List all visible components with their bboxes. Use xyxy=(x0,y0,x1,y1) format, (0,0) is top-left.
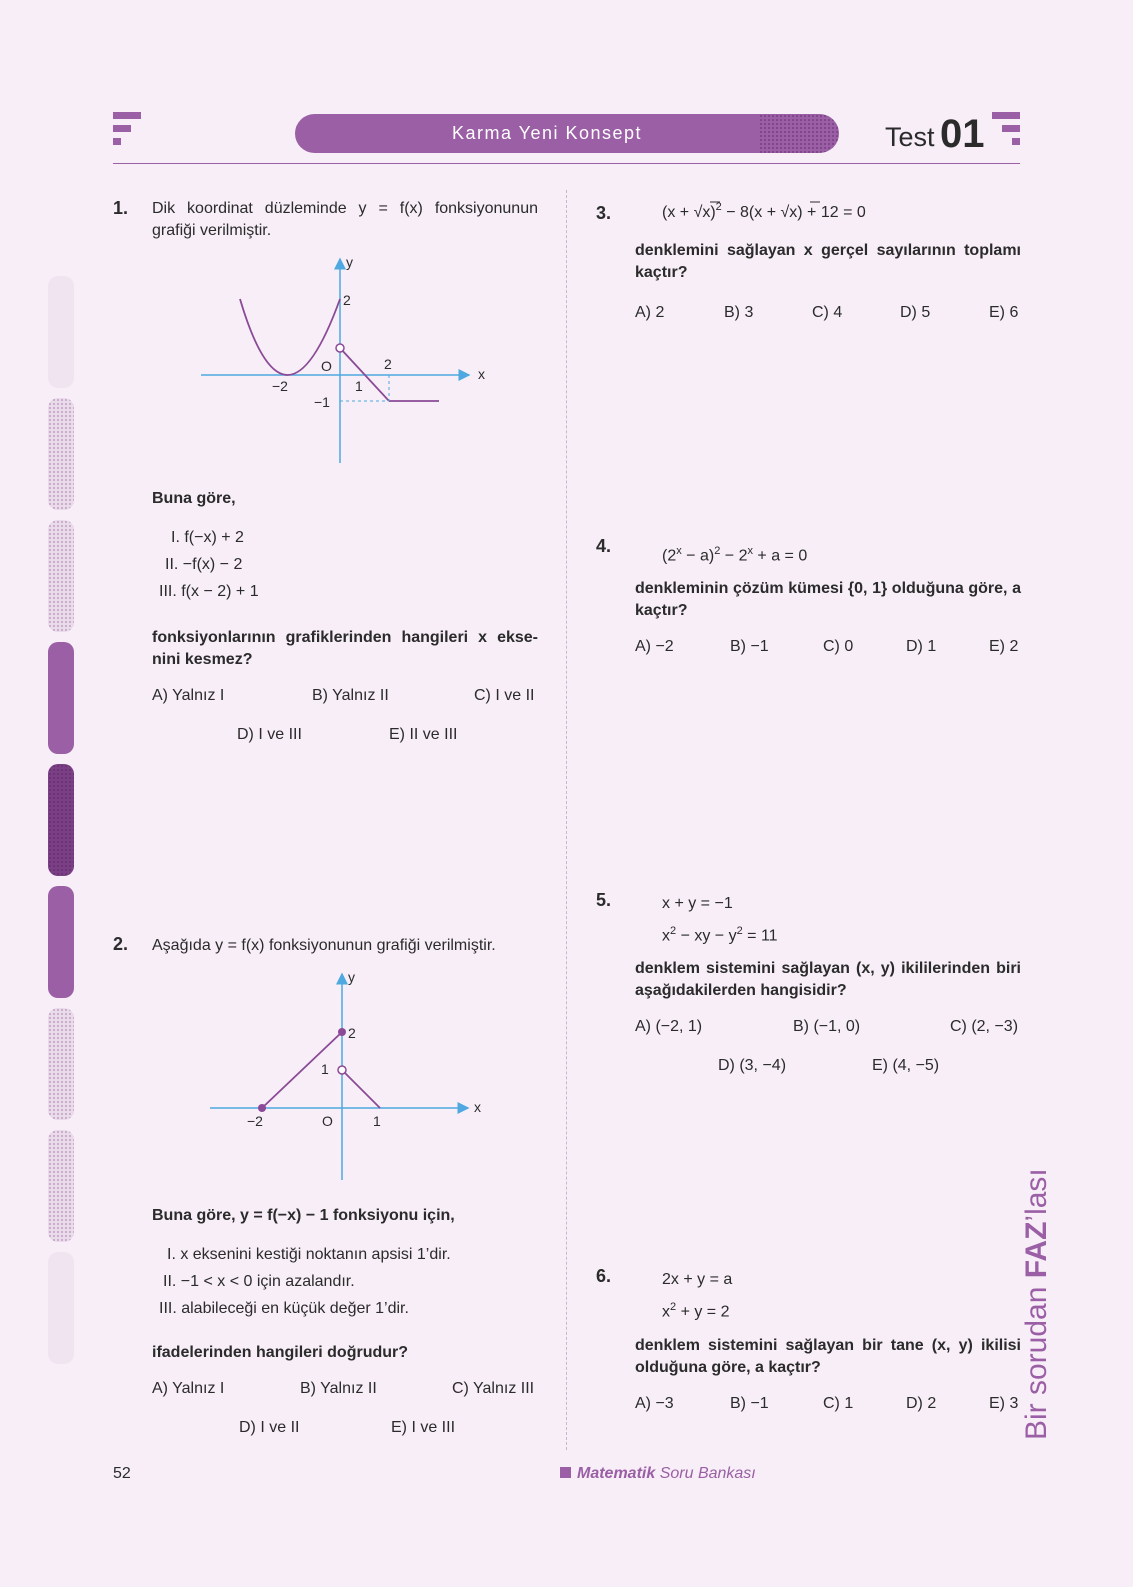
answer-option-e[interactable]: E) II ve III xyxy=(389,726,458,743)
answer-option-a[interactable]: A) −3 xyxy=(635,1395,674,1412)
test-label: Test xyxy=(885,122,935,152)
question-stem: Dik koordinat düzleminde y = f(x) fonksiyonunun grafiği verilmiştir. xyxy=(152,200,538,239)
tick-label: 1 xyxy=(321,1061,329,1077)
answer-option-a[interactable]: A) 2 xyxy=(635,304,665,321)
q6-equation-2: $x^2 + y = 2$ xyxy=(662,1301,730,1321)
tick-label: 2 xyxy=(343,292,351,308)
chapter-tab xyxy=(48,398,74,510)
statement-item: II. −f(x) − 2 xyxy=(165,556,243,573)
logo-bars-icon xyxy=(992,112,1022,152)
chapter-tab xyxy=(48,276,74,388)
question-number: 6. xyxy=(596,1266,612,1286)
tick-label: 1 xyxy=(373,1113,381,1129)
answer-option-d[interactable]: D) 5 xyxy=(900,304,931,321)
banner-title: Karma Yeni Konsept xyxy=(451,123,643,143)
answer-option-e[interactable]: E) 3 xyxy=(989,1395,1019,1412)
answer-option-c[interactable]: C) 1 xyxy=(823,1395,854,1412)
answer-option-c[interactable]: C) I ve II xyxy=(474,687,535,704)
chapter-tab xyxy=(48,1252,74,1364)
answer-option-d[interactable]: D) (3, −4) xyxy=(718,1057,787,1074)
answer-option-c[interactable]: C) 4 xyxy=(812,304,843,321)
open-point xyxy=(338,1066,346,1074)
rising-segment xyxy=(262,1032,342,1108)
chapter-tab-active xyxy=(48,642,74,754)
tick-label: −2 xyxy=(272,378,288,394)
answer-option-a[interactable]: A) (−2, 1) xyxy=(635,1018,703,1035)
y-axis-label: y xyxy=(346,255,353,270)
chapter-tab xyxy=(48,1008,74,1120)
answer-option-d[interactable]: D) I ve II xyxy=(239,1419,300,1436)
question-number: 1. xyxy=(113,198,129,218)
side-brand-text: Bir sorudan FAZ’lası xyxy=(1020,1168,1053,1440)
answer-option-b[interactable]: B) −1 xyxy=(730,1395,769,1412)
question-stem: Aşağıda y = f(x) fonksiyonunun grafiği verilmiştir. xyxy=(152,937,496,954)
answer-option-d[interactable]: D) I ve III xyxy=(237,726,302,743)
answer-option-e[interactable]: E) 6 xyxy=(989,304,1019,321)
logo-bars-icon xyxy=(113,112,143,152)
question-number: 3. xyxy=(596,203,612,223)
page-number: 52 xyxy=(113,1465,131,1482)
q3-equation xyxy=(660,196,900,226)
square-bullet-icon xyxy=(560,1467,571,1478)
answer-option-e[interactable]: E) 2 xyxy=(989,638,1019,655)
answer-option-d[interactable]: D) 1 xyxy=(906,638,937,655)
chapter-tab xyxy=(48,520,74,632)
question-prompt: denklem sistemini sağlayan bir tane (x, y) ikilisi olduğuna göre, a kaçtır? xyxy=(635,1337,1021,1376)
origin-label: O xyxy=(322,1113,333,1129)
section-banner xyxy=(295,114,839,153)
chapter-tab xyxy=(48,1130,74,1242)
closed-point xyxy=(258,1104,266,1112)
statement-item: I. f(−x) + 2 xyxy=(171,529,244,546)
y-axis-label: y xyxy=(348,970,355,985)
footer-book-title: Matematik Soru Bankası xyxy=(560,1465,756,1483)
answer-option-c[interactable]: C) 0 xyxy=(823,638,854,655)
question-lead: Buna göre, xyxy=(152,490,236,507)
tick-label: 1 xyxy=(355,378,363,394)
closed-point xyxy=(338,1028,346,1036)
q6-equation-1: 2x + y = a xyxy=(662,1271,733,1288)
open-point xyxy=(336,344,344,352)
q5-equation-2: $x^2$ − xy − $y^2 = 11$ xyxy=(662,925,778,945)
header-rule xyxy=(113,163,1020,164)
tick-label: 2 xyxy=(348,1025,356,1041)
statement-item: III. f(x − 2) + 1 xyxy=(159,583,259,600)
question-number: 4. xyxy=(596,536,612,556)
tick-label: −2 xyxy=(247,1113,263,1129)
statement-item: III. alabileceği en küçük değer 1’dir. xyxy=(159,1300,409,1317)
tick-label: −1 xyxy=(314,394,330,410)
question-prompt: fonksiyonlarının grafiklerinden hangileri x eksenini kesmez? xyxy=(152,629,538,668)
question-prompt: denklem sistemini sağlayan (x, y) ikililerinden biri aşağıdakilerden hangisidir? xyxy=(635,960,1021,999)
test-number: 01 xyxy=(940,112,985,156)
answer-option-e[interactable]: E) (4, −5) xyxy=(872,1057,940,1074)
answer-option-d[interactable]: D) 2 xyxy=(906,1395,937,1412)
answer-option-e[interactable]: E) I ve III xyxy=(391,1419,456,1436)
question-prompt: ifadelerinden hangileri doğrudur? xyxy=(152,1344,409,1361)
question-prompt: denkleminin çözüm kümesi {0, 1} olduğuna göre, a kaçtır? xyxy=(635,580,1021,619)
statement-item: I. x eksenini kestiği noktanın apsisi 1’dir. xyxy=(167,1246,451,1263)
x-axis-label: x xyxy=(474,1099,481,1115)
answer-option-a[interactable]: A) Yalnız I xyxy=(152,1380,225,1397)
q1-function-graph xyxy=(196,255,496,470)
falling-segment xyxy=(342,1070,380,1108)
answer-option-b[interactable]: B) 3 xyxy=(724,304,754,321)
answer-option-b[interactable]: B) (−1, 0) xyxy=(793,1018,861,1035)
answer-option-a[interactable]: A) Yalnız I xyxy=(152,687,225,704)
answer-option-a[interactable]: A) −2 xyxy=(635,638,674,655)
answer-option-c[interactable]: C) Yalnız III xyxy=(452,1380,535,1397)
q5-equation-1: x + y = −1 xyxy=(662,895,733,912)
answer-option-c[interactable]: C) (2, −3) xyxy=(950,1018,1019,1035)
q4-equation: $(2^x - a)^2 - 2^x + a = 0$ xyxy=(662,545,808,565)
statement-item: II. −1 < x < 0 için azalandır. xyxy=(163,1273,355,1290)
answer-option-b[interactable]: B) Yalnız II xyxy=(300,1380,377,1397)
tick-label: 2 xyxy=(384,356,392,372)
answer-option-b[interactable]: B) −1 xyxy=(730,638,769,655)
origin-label: O xyxy=(321,358,332,374)
question-lead: Buna göre, y = f(−x) − 1 fonksiyonu için, xyxy=(152,1207,455,1224)
question-number: 2. xyxy=(113,934,129,954)
question-number: 5. xyxy=(596,890,612,910)
answer-option-b[interactable]: B) Yalnız II xyxy=(312,687,389,704)
question-prompt: denklemini sağlayan x gerçel sayılarının toplamı kaçtır? xyxy=(635,242,1021,281)
x-axis-label: x xyxy=(478,366,485,382)
svg-text:(x + √x)2 − 8(x + √x) + 12 = 0: $(x + √x)^2 - 8(x + √x) + 12 = 0$ xyxy=(662,201,866,221)
column-divider xyxy=(566,190,567,1450)
chapter-tab xyxy=(48,764,74,876)
q2-function-graph xyxy=(206,970,496,1190)
chapter-tab xyxy=(48,886,74,998)
